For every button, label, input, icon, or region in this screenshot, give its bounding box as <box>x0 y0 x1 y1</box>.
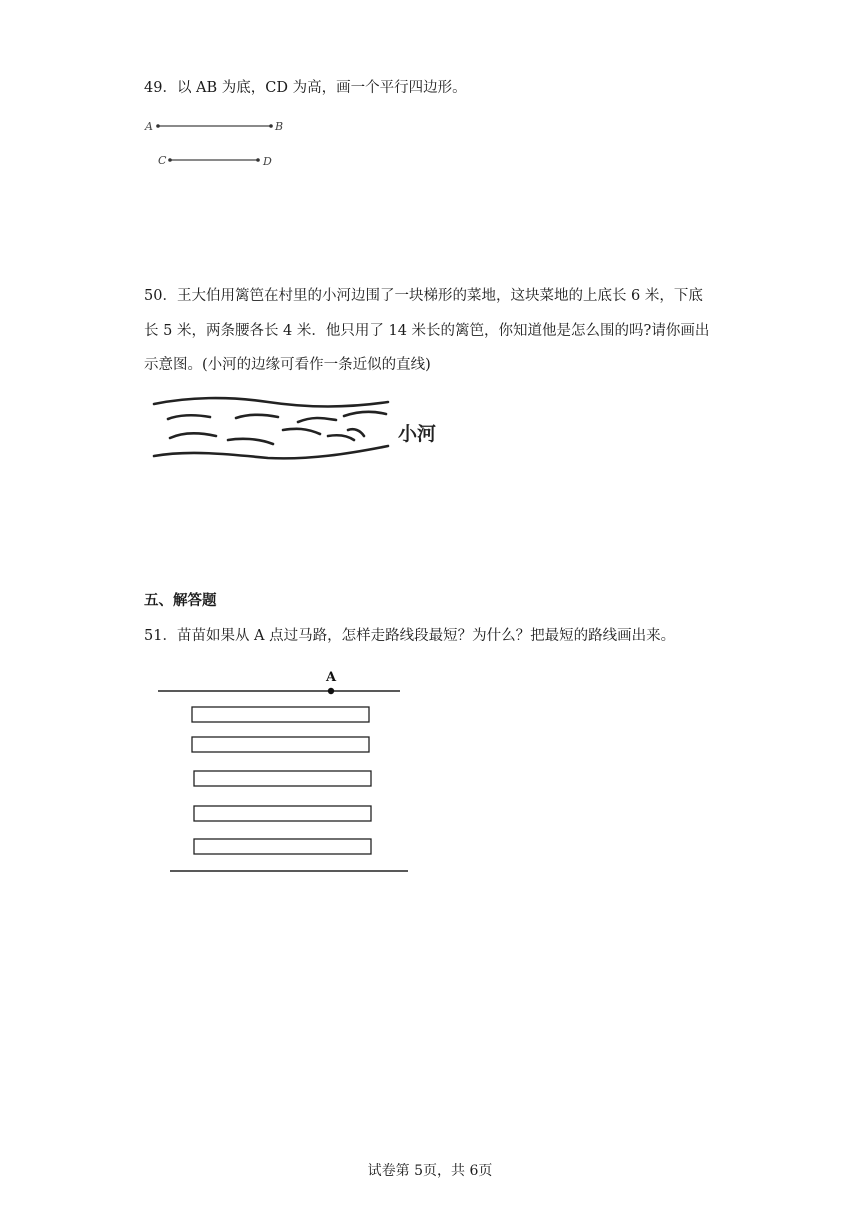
river-wave-2 <box>236 415 278 418</box>
question-50-line-2: 长 5 米，两条腰各长 4 米．他只用了 14 米长的篱笆，你知道他是怎么围的吗?请你画出 <box>144 323 710 339</box>
point-a-label: A <box>326 670 337 685</box>
river-illustration <box>148 394 448 464</box>
label-c: C <box>158 154 167 167</box>
crosswalk-stripe-3 <box>194 771 371 786</box>
crosswalk-figure <box>150 665 410 875</box>
label-a: A <box>145 120 153 133</box>
point-a-dot <box>328 688 334 694</box>
question-50-line-3: 示意图。(小河的边缘可看作一条近似的直线) <box>144 357 431 373</box>
point-a <box>156 124 160 128</box>
question-51-text: 51．苗苗如果从 A 点过马路，怎样走路线段最短？为什么？把最短的路线画出来。 <box>144 628 676 644</box>
page-footer: 试卷第 5页，共 6页 <box>367 1163 493 1179</box>
river-label: 小河 <box>398 423 437 445</box>
river-top-bank <box>154 398 388 406</box>
river-wave-8 <box>328 435 354 440</box>
river-wave-7 <box>283 429 320 434</box>
river-bottom-bank <box>154 446 388 458</box>
river-wave-3 <box>298 418 336 422</box>
point-c <box>168 158 172 162</box>
question-50-line-1: 50．王大伯用篱笆在村里的小河边围了一块梯形的菜地，这块菜地的上底长 6 米，下底 <box>144 288 703 304</box>
river-wave-5 <box>170 433 216 438</box>
river-wave-6 <box>228 439 273 444</box>
crosswalk-stripe-1 <box>192 707 369 722</box>
river-wave-4 <box>344 412 386 416</box>
question-49-text: 49．以 AB 为底，CD 为高，画一个平行四边形。 <box>144 80 467 96</box>
crosswalk-stripe-5 <box>194 839 371 854</box>
river-wave-9 <box>348 429 364 436</box>
point-d <box>256 158 260 162</box>
label-d: D <box>263 155 272 168</box>
label-b: B <box>275 120 284 133</box>
point-b <box>269 124 273 128</box>
river-wave-1 <box>168 415 210 419</box>
crosswalk-stripe-2 <box>192 737 369 752</box>
section-5-heading: 五、解答题 <box>144 593 217 609</box>
segment-figure-ab-cd <box>140 112 300 172</box>
crosswalk-stripe-4 <box>194 806 371 821</box>
